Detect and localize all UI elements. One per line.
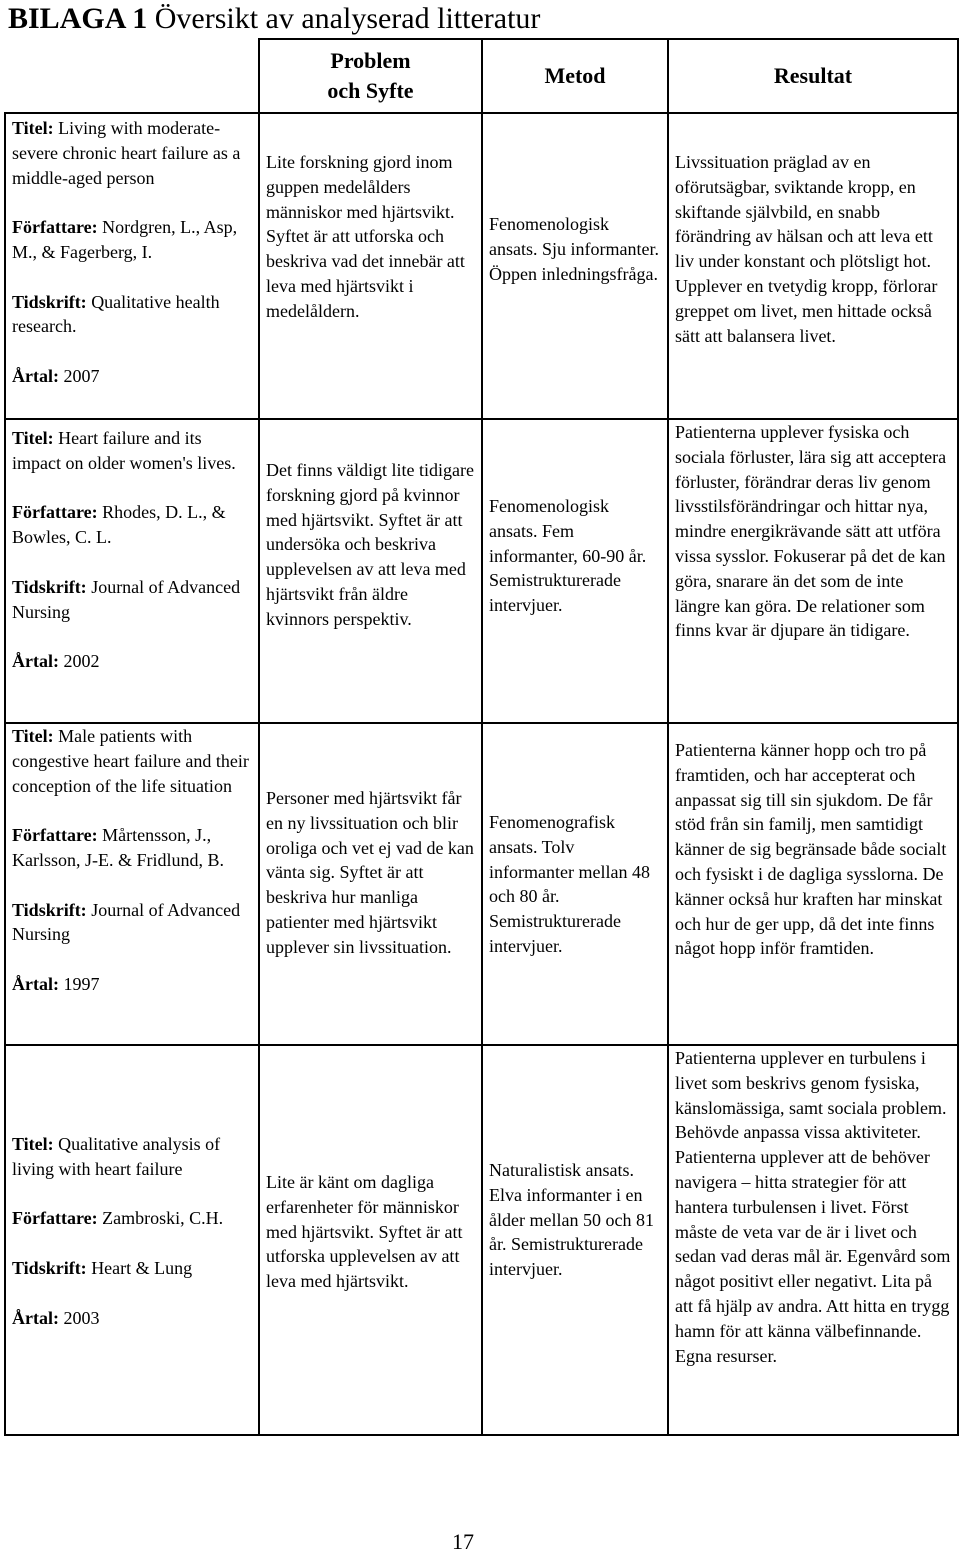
article-authors: Zambroski, C.H. xyxy=(102,1208,224,1229)
article-journal: Journal of Advanced Nursing xyxy=(12,576,241,622)
metod-cell xyxy=(482,419,668,723)
article-authors: Nordgren, L., Asp, M., & Fagerberg, I. xyxy=(12,217,238,262)
metod-cell xyxy=(482,113,668,419)
problem-text: Lite forskning gjord inom guppen medelålders människor med hjärtsvikt. Syftet är att utforska och beskriva vad det innebär att leva med hjärtsvikt i medelåldern. xyxy=(266,152,465,321)
literature-table xyxy=(4,38,959,1436)
header-blank xyxy=(5,39,259,113)
appendix-label: BILAGA 1 xyxy=(8,2,148,35)
article-title: Heart failure and its impact on older women's lives. xyxy=(12,428,236,473)
resultat-cell xyxy=(668,723,958,1045)
article-journal: Journal of Advanced Nursing xyxy=(12,899,241,945)
table-row xyxy=(5,419,958,723)
header-metod: Metod xyxy=(482,39,668,113)
problem-cell xyxy=(259,419,482,723)
resultat-text: Patienterna upplever en turbulens i livet som beskrivs genom fysiska, känslomässiga, samt sociala problem. Behövde anpassa vissa aktiviteter. Patienterna upplever att de behöver navigera – hitta strategier för att hantera turbulensen i livet. Först måste de veta var de är i livet och sedan vad deras mål är. Egenvård som något positivt eller negativt. Lita på att få hjälp av andra. Att hitta en trygg hamn för att känna välbefinnande. Egna resurser. xyxy=(675,1048,951,1366)
metod-text: Naturalistisk ansats. Elva informanter i en ålder mellan 50 och 81 år. Semistrukturerade intervjuer. xyxy=(489,1160,654,1280)
page-number: 17 xyxy=(452,1529,474,1554)
problem-text: Det finns väldigt lite tidigare forskning gjord på kvinnor med hjärtsvikt. Syftet är att undersöka och beskriva upplevelsen av att leva med hjärtsvikt från äldre kvinnors perspektiv. xyxy=(266,460,474,629)
problem-text: Lite är känt om dagliga erfarenheter för människor med hjärtsvikt. Syftet är att utforska upplevelsen av att leva med hjärtsvikt. xyxy=(266,1172,463,1292)
problem-text: Personer med hjärtsvikt får en ny livssituation och blir oroliga och vet ej vad de kan vänta sig. Syftet är att beskriva hur manliga patienter med hjärtsvikt upplever sin livssituation. xyxy=(266,788,474,957)
resultat-text: Patienterna känner hopp och tro på framtiden, och har accepterat och anpassat sig till sin sjukdom. De får stöd från sin familj, men samtidigt känner de sig begränsade både socialt och fysiskt i de dagliga sysslorna. De känner också hur kraften har minskat och hur de ger upp, då det inte finns något hopp inför framtiden. xyxy=(675,740,947,959)
problem-cell xyxy=(259,113,482,419)
article-info: Titel: Qualitative analysis of living with heart failure Författare: Zambroski, C.H. Tidskrift: Heart & Lung Årtal: 2003 xyxy=(5,1045,259,1435)
article-journal: Heart & Lung xyxy=(91,1257,193,1278)
metod-text: Fenomenologisk ansats. Sju informanter. Öppen inledningsfråga. xyxy=(489,214,659,284)
page-title xyxy=(8,2,540,36)
metod-cell xyxy=(482,723,668,1045)
article-info: Titel: Living with moderate-severe chronic heart failure as a middle-aged person Författare: Nordgren, L., Asp, M., & Fagerberg, I. Tidskrift: Qualitative health research. Årtal: 2007 xyxy=(5,113,259,419)
appendix-title: Översikt av analyserad litteratur xyxy=(147,2,541,35)
resultat-cell xyxy=(668,113,958,419)
resultat-text: Patienterna upplever fysiska och sociala förluster, lära sig att acceptera förluster, förändrar deras liv genom livsstilsförändringar och hittar nya, mindre energikrävande sätt att utföra vissa sysslor. Fokuserar på det de kan göra, snarare än det som de inte längre kan göra. De relationer som finns kvar är djupare än tidigare. xyxy=(675,422,947,641)
table-row xyxy=(5,1045,958,1435)
resultat-cell xyxy=(668,1045,958,1435)
resultat-text: Livssituation präglad av en oförutsägbar, sviktande kropp, en skiftande självbild, en snabb förändring av hälsan och att leva ett liv under konstant och plötsligt hot. Upplever en tvetydig kropp, förlorar greppet om livet, men hittade också sätt att balansera livet. xyxy=(675,152,938,346)
article-authors: Rhodes, D. L., & Bowles, C. L. xyxy=(12,502,226,548)
article-year: 2002 xyxy=(63,651,100,672)
header-resultat: Resultat xyxy=(668,39,958,113)
header-problem: Problem och Syfte xyxy=(259,39,482,113)
resultat-cell xyxy=(668,419,958,723)
article-title: Qualitative analysis of living with heart failure xyxy=(12,1134,221,1179)
table-row xyxy=(5,113,958,419)
article-year: 2003 xyxy=(63,1307,100,1328)
table-row xyxy=(5,723,958,1045)
metod-text: Fenomenologisk ansats. Fem informanter, 60-90 år. Semistrukturerade intervjuer. xyxy=(489,496,647,616)
problem-cell xyxy=(259,723,482,1045)
article-info: Titel: Male patients with congestive heart failure and their conception of the life situation Författare: Mårtensson, J., Karlsson, J-E. & Fridlund, B. Tidskrift: Journal of Advanced Nursing Årtal: 1997 xyxy=(5,723,259,1045)
article-authors: Mårtensson, J., Karlsson, J-E. & Fridlund, B. xyxy=(12,825,225,870)
article-title: Male patients with congestive heart failure and their conception of the life situation xyxy=(12,726,249,796)
problem-cell xyxy=(259,1045,482,1435)
article-journal: Qualitative health research. xyxy=(12,291,220,337)
article-year: 2007 xyxy=(63,365,100,386)
article-title: Living with moderate-severe chronic heart failure as a middle-aged person xyxy=(12,118,241,188)
metod-cell xyxy=(482,1045,668,1435)
article-info: Titel: Heart failure and its impact on older women's lives. Författare: Rhodes, D. L., & Bowles, C. L. Tidskrift: Journal of Advanced Nursing Årtal: 2002 xyxy=(5,419,259,723)
article-year: 1997 xyxy=(63,973,100,994)
metod-text: Fenomenografisk ansats. Tolv informanter mellan 48 och 80 år. Semistrukturerade intervjuer. xyxy=(489,812,650,956)
